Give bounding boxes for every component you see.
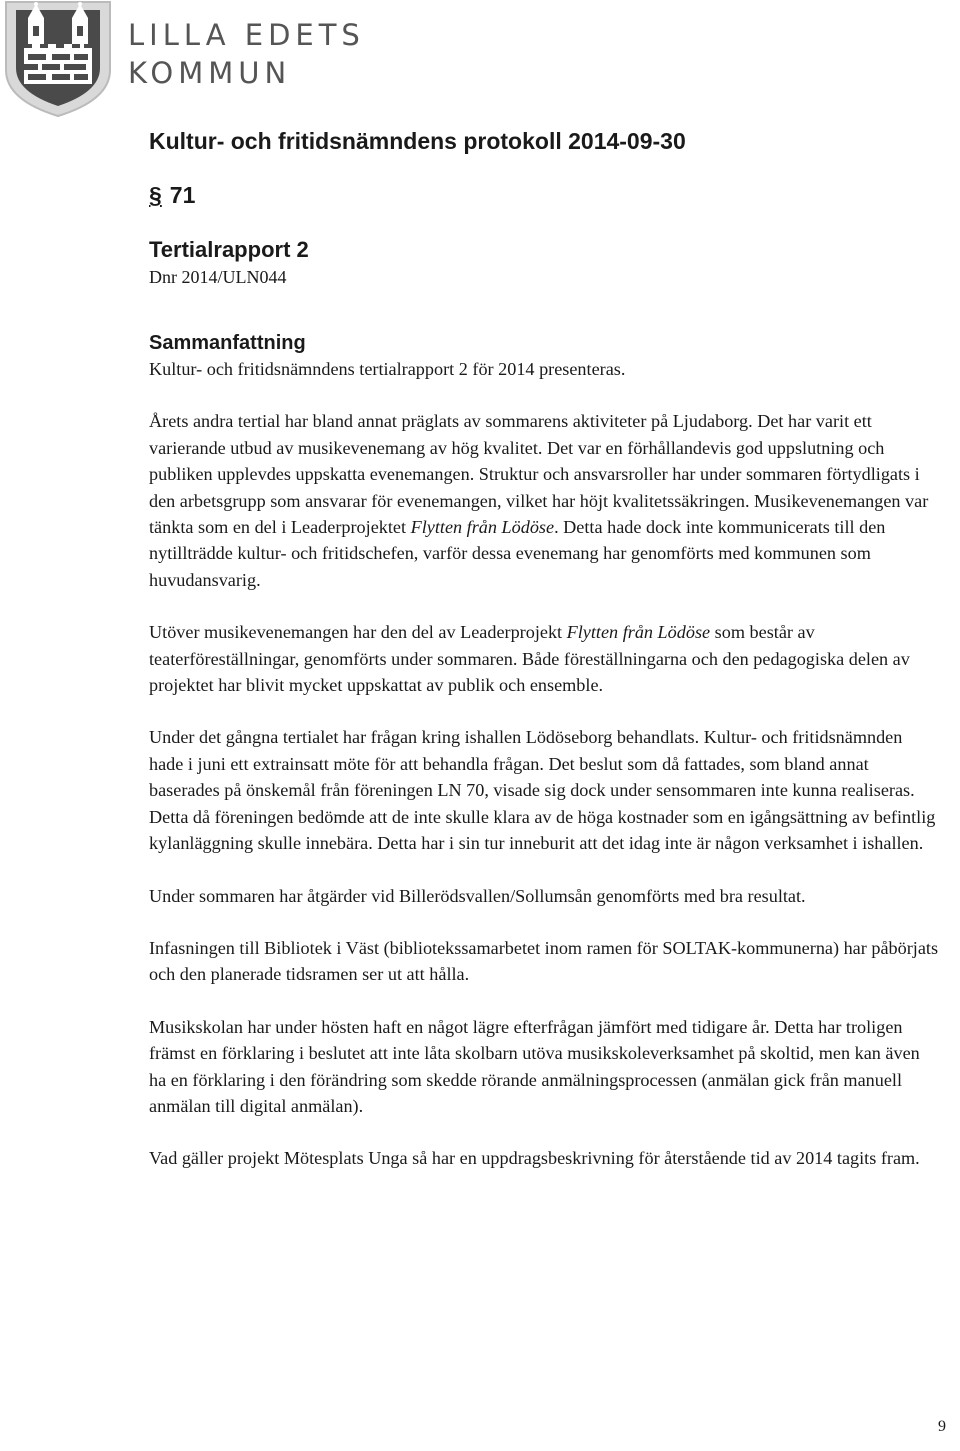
- subject-heading: Tertialrapport 2: [149, 237, 309, 262]
- body-paragraph-6: Musikskolan har under hösten haft en något lägre efterfrågan jämfört med tidigare år. Detta har troligen främst en förklaring i beslutet att inte låta skolbarn utöva musikskoleverksamhet på skoltid, men kan även ha en förklaring i den förändring som skedde rörande anmälningsprocessen (anmälan gick från manuell anmälan till digital anmälan).: [149, 1016, 920, 1116]
- municipality-logo: [0, 0, 365, 120]
- body-paragraph-7: Vad gäller projekt Mötesplats Unga så har en uppdragsbeskrivning för återstående tid av 2014 tagits fram.: [149, 1148, 920, 1169]
- paragraph-2-text-b: som består av teaterföreställningar, genomförts under sommaren. Både föreställningarna och den pedagogiska delen av projektet har blivit mycket uppskattat av publik och ensemble.: [149, 622, 910, 696]
- logo-line-2: KOMMUN: [128, 56, 292, 90]
- body-paragraph-1: [149, 408, 939, 593]
- body-paragraph-5: Infasningen till Bibliotek i Väst (bibliotekssamarbetet inom ramen för SOLTAK-kommunerna) har påbörjats och den planerade tidsramen ser ut att hålla.: [149, 937, 939, 985]
- summary-intro: Kultur- och fritidsnämndens tertialrapport 2 för 2014 presenteras.: [149, 359, 626, 379]
- document-title: Kultur- och fritidsnämndens protokoll 2014-09-30: [149, 128, 686, 154]
- project-name-italic: Flytten från Lödöse: [410, 517, 555, 538]
- paragraph-number-value: 71: [169, 182, 196, 208]
- page-number: 9: [938, 1418, 946, 1435]
- municipality-name: [128, 16, 365, 92]
- paragraph-1-text-b: . Detta hade dock inte kommunicerats till den nytillträdde kultur- och fritidschefen, varför dessa evenemang har genomförts med kommunen som huvudansvarig.: [149, 517, 886, 590]
- body-paragraph-2: [149, 619, 939, 698]
- project-name-italic-2: Flytten från Lödöse: [566, 622, 711, 643]
- body-paragraph-3: Under det gångna tertialet har frågan kring ishallen Lödöseborg behandlats. Kultur- och fritidsnämnden hade i juni ett extrainsatt möte för att behandla frågan. Det beslut som då fattades, som bland annat baserades på önskemål från föreningen LN 70, visade sig dock under sensommaren inte kunna realiseras. Detta då föreningen bedömde att de inte skulle klara av de höga kostnader som en igångsättning av befintlig kylanläggning skulle innebära. Detta har i sin tur inneburit att det idag inte är någon verksamhet i ishallen.: [149, 727, 936, 854]
- registration-number: Dnr 2014/ULN044: [149, 267, 287, 287]
- summary-heading: Sammanfattning: [149, 332, 306, 354]
- logo-line-1: LILLA EDETS: [128, 18, 365, 52]
- paragraph-symbol: §: [149, 182, 162, 208]
- paragraph-number: [149, 180, 939, 210]
- coat-of-arms-icon: [2, 0, 114, 118]
- body-paragraph-4: Under sommaren har åtgärder vid Billerödsvallen/Sollumsån genomförts med bra resultat.: [149, 885, 806, 906]
- document-body: [149, 126, 939, 1172]
- paragraph-1-text-a: Årets andra tertial har bland annat präglats av sommarens aktiviteter på Ljudaborg. Det har varit ett varierande utbud av musikevenemang av hög kvalitet. Det var en förhållandevis god uppslutning och publiken upplevdes uppskatta evenemangen. Struktur och ansvarsroller har under sommaren förtydligats i den arbetsgrupp som ansvarar för evenemangen, vilket har höjt kvalitetssäkringen. Musikevenemangen var tänkta som en del i Leaderprojektet: [149, 411, 929, 538]
- paragraph-2-text-a: Utöver musikevenemangen har den del av Leaderprojekt: [149, 622, 567, 643]
